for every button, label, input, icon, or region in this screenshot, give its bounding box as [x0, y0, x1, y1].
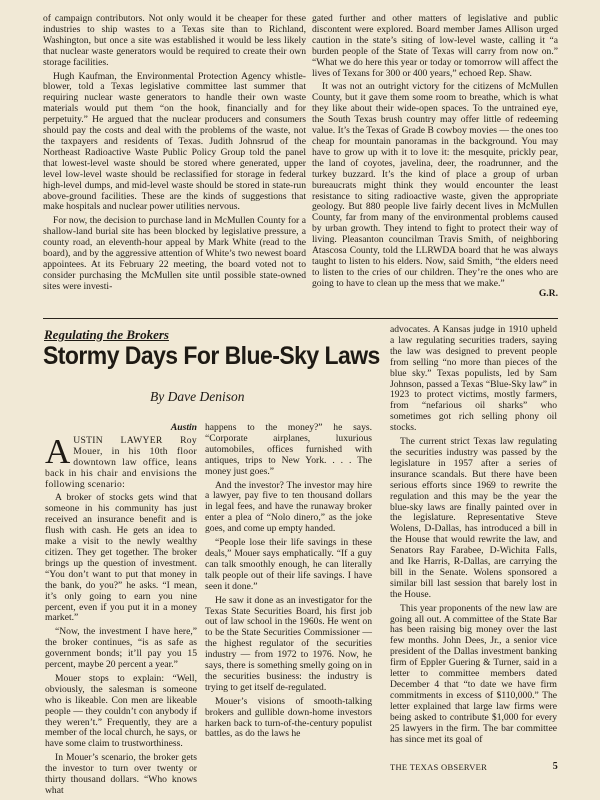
article-column-3 [390, 325, 557, 748]
paragraph: For now, the decision to purchase land in McMullen County for a shallow-land burial site has been blocked by legislative pressure, a county road, an eleventh-hour appeal by Mark White (read to the board), and by the aggressive attention of White’s two newest board appointees. At its February 22 meeting, the board voted not to consider purchasing the McMullen site until possible state-owned sites were investi- [43, 215, 306, 292]
dateline: Austin [170, 422, 197, 433]
paragraph: He saw it done as an investigator for the Texas State Securities Board, his first job out of law school in the 1960s. He went on to be the State Securities Commissioner — the highest regulator of the securities industry — from 1972 to 1976. Now, he says, there is something smelly going on in the securities business: the industry is trying to get itself de-regulated. [205, 594, 372, 693]
paragraph: Mouer’s visions of smooth-talking brokers and gullible down-home investors harken back to turn-of-the-century populist battles, as do the laws he [205, 695, 372, 740]
top-article-column-1 [43, 14, 306, 296]
lead-text: USTIN LAWYER Roy Mouer, in his 10th floor downtown law office, leans back in his chair and envisions the following scenario: [45, 434, 197, 490]
article-signature: G.R. [538, 287, 558, 299]
paragraph: And the investor? The investor may hire a lawyer, pay five to ten thousand dollars in legal fees, and have the runaway broker enter a plea of “Nolo dinero,” as the joke goes, and come up empty handed. [205, 479, 372, 535]
paragraph: It was not an outright victory for the citizens of McMullen County, but it gave them some room to breathe, which is what they like about their wide-open spaces. To the untrained eye, the South Texas brush country may offer little of redeeming value. It’s the Texas of Grade B cowboy movies — the ones too cheap for mountain panoramas in the background. You may have to grow up with it to love it: the mesquite, prickly pear, the land of coyotes, javelina, deer, the roadrunner, and the turkey buzzard. It’s the kind of place a group of urban bureaucrats might think they would encounter the least resistance to siting radioactive waste, given the appropriate geology. But 880 people live fairly decent lives in McMullen County, far from many of the environmental problems caused by urban growth. They intend to fight to protect their way of living. Pleasanton councilman Travis Smith, of neighboring Atascosa County, told the LLRWDA board that he was always taught to listen to his elders. Now, said Smith, “the elders need to listen to the cries of our children. They’re the ones who are going to have to clean up the mess that we make.” [312, 81, 558, 289]
paragraph: gated further and other matters of legislative and public discontent were explored. Board member James Allison urged caution in the state’s siting of low-level waste, calling it “a burden people of the State of Texas will carry from now on.” “What we do here this year or today or tomorrow will affect the lives of Texans for 300 or 400 years,” echoed Rep. Shaw. [312, 13, 558, 79]
paragraph: of campaign contributors. Not only would it be cheaper for these industries to ship wastes to a Texas site than to Richland, Washington, but once a site was established it would be less likely that nuclear waste generators would be required to create their own storage facilities. [43, 13, 306, 68]
article-byline: By Dave Denison [150, 389, 245, 404]
signature-row [312, 289, 558, 300]
article-column-1 [45, 423, 197, 800]
paragraph: Hugh Kaufman, the Environmental Protection Agency whistle-blower, told a Texas legislative committee last summer that requiring nuclear waste generators to handle their own waste materials would put them “on the hook, financially and for perpetuity.” He argued that the nuclear producers and consumers should pay the costs and deal with the problems of the waste, not the taxpayers and residents of Texas. Judith Johnsrud of the Northeast Radioactive Waste Public Policy Group told the panel that lowest-level waste should be stored where generated, upper level low-level waste should be reclassified for storage in federal high-level dumps, and mid-level waste should be stored in state-run above-ground facilities. These are the kinds of suggestions that make hospitals and nuclear power utilities nervous. [43, 70, 306, 213]
paragraph: In Mouer’s scenario, the broker gets the investor to turn over twenty or thirty thousand dollars. “Who knows what [45, 752, 197, 796]
lead-paragraph [45, 431, 197, 491]
publication-name: THE TEXAS OBSERVER [390, 762, 488, 772]
paragraph: happens to the money?” he says. “Corporate airplanes, luxurious automobiles, offices furnished with antiques, trips to New York. . . . The money just goes.” [205, 422, 372, 477]
paragraph: advocates. A Kansas judge in 1910 upheld a law regulating securities traders, saying the law was designed to prevent people from selling “no more than pieces of the blue sky.” Texas populists, led by Sam Johnson, passed a Texas “Blue-Sky law” in 1923 to protect victims, mostly farmers, from “nefarious oil sharks” who sometimes got rich selling phony oil stocks. [390, 324, 557, 434]
top-article-column-2 [312, 14, 558, 300]
drop-cap: A [45, 431, 71, 471]
article-column-2 [205, 423, 372, 743]
page-footer [390, 762, 558, 772]
paragraph: This year proponents of the new law are going all out. A committee of the State Bar has been raising big money over the last few months. John Dees, Jr., a senior vice president of the Dallas investment banking firm of Eppler Guering & Turner, said in a letter to committee members dated December 4 that “to date we have firm commitments in excess of $110,000.” The letter explained that large law firms were being asked to contribute $1,000 for every 25 lawyers in the firm. The bar committee has since met its goal of [390, 602, 557, 745]
paragraph: “Now, the investment I have here,” the broker continues, “is as safe as government bonds; it’ll pay you 15 percent, maybe 20 percent a year.” [45, 626, 197, 671]
paragraph: “People lose their life savings in these deals,” Mouer says emphatically. “If a guy can talk smoothly enough, he can literally talk people out of their life savings. I have seen it done.” [205, 537, 372, 592]
article-kicker: Regulating the Brokers [44, 327, 169, 342]
section-divider [43, 318, 558, 319]
page-number: 5 [552, 761, 558, 772]
paragraph: Mouer stops to explain: “Well, obviously, the salesman is someone who is likeable. Con men are likeable people — they couldn’t con anybody if they weren’t.” Frequently, they are a member of the local church, he says, or have some claim to trustworthiness. [45, 672, 197, 750]
paragraph: A broker of stocks gets wind that someone in his community has just received an insurance benefit and is flush with cash. He gets an idea to make a visit to the newly wealthy citizen. They get together. The broker brings up the question of investment. “You don’t want to put that money in the bank, do you?” he asks. “I mean, it’s only going to earn you nine percent, even if you put it in a money market.” [45, 492, 197, 624]
article-headline: Stormy Days For Blue-Sky Laws [43, 342, 380, 370]
paragraph: The current strict Texas law regulating the securities industry was passed by the legislature in 1957 after a series of insurance scandals. But there have been serious efforts since 1969 to rewrite the regulation and this may be the year the blue-sky laws are finally painted over in the legislature. Representative Steve Wolens, D-Dallas, has introduced a bill in the House that would rewrite the law, and Senators Ray Farabee, D-Wichita Falls, and Ike Harris, R-Dallas, are carrying the bill in the Senate. Wolens sponsored a similar bill last session that barely lost in the House. [390, 436, 557, 600]
